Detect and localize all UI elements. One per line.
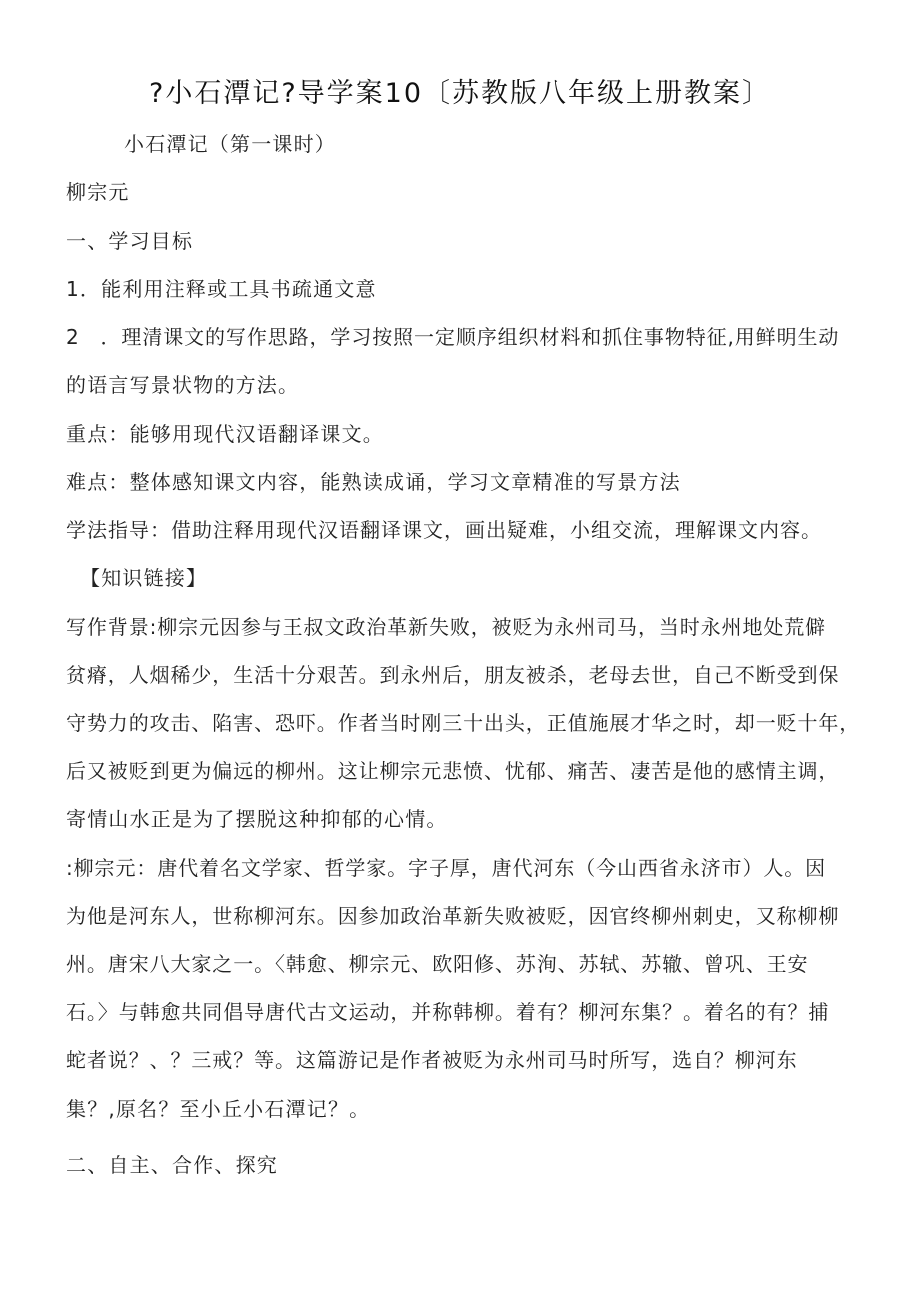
author-intro-line: 石。〉与韩愈共同倡导唐代古文运动，并称韩柳。着有？柳河东集？。着名的有？捕 xyxy=(66,1000,830,1024)
background-line: 后又被贬到更为偏远的柳州。这让柳宗元悲愤、忧郁、痛苦、凄苦是他的感情主调， xyxy=(66,759,840,783)
document-title: ?小石潭记?导学案10〔苏教版八年级上册教案〕 xyxy=(148,78,772,109)
background-line: 寄情山水正是为了摆脱这种抑郁的心情。 xyxy=(66,807,448,831)
knowledge-link-heading: 【知识链接】 xyxy=(80,566,208,590)
lesson-subtitle: 小石潭记（第一课时） xyxy=(124,132,336,156)
author-intro-line: 州。唐宋八大家之一。〈韩愈、柳宗元、欧阳修、苏洵、苏轼、苏辙、曾巩、王安 xyxy=(66,952,809,976)
difficulty-point: 难点：整体感知课文内容，能熟读成诵，学习文章精准的写景方法 xyxy=(66,470,681,494)
background-line: 贫瘠，人烟稀少，生活十分艰苦。到永州后，朋友被杀，老母去世，自己不断受到保 xyxy=(66,663,840,687)
author-name: 柳宗元 xyxy=(66,180,130,204)
author-intro-line: 集？,原名？至小丘小石潭记？。 xyxy=(66,1097,371,1121)
background-line: 守势力的攻击、陷害、恐吓。作者当时刚三十出头，正值施展才华之时，却一贬十年， xyxy=(66,711,861,735)
goal-item-2-line-2: 的语言写景状物的方法。 xyxy=(66,373,300,397)
author-intro-line: :柳宗元：唐代着名文学家、哲学家。字子厚，唐代河东（今山西省永济市）人。因 xyxy=(66,856,827,880)
study-method: 学法指导：借助注释用现代汉语翻译课文，画出疑难，小组交流，理解课文内容。 xyxy=(66,518,822,542)
author-intro-line: 为他是河东人，世称柳河东。因参加政治革新失败被贬，因官终柳州刺史，又称柳柳 xyxy=(66,904,840,928)
section-heading-explore: 二、自主、合作、探究 xyxy=(66,1153,278,1177)
goal-item-2-line-1: 2 ．理清课文的写作思路，学习按照一定顺序组织材料和抓住事物特征,用鲜明生动 xyxy=(66,325,840,349)
author-intro-line: 蛇者说？、？三戒？等。这篇游记是作者被贬为永州司马时所写，选自？柳河东 xyxy=(66,1048,798,1072)
goal-item-1: 1．能利用注释或工具书疏通文意 xyxy=(66,277,377,301)
background-line: 写作背景:柳宗元因参与王叔文政治革新失败，被贬为永州司马，当时永州地处荒僻 xyxy=(66,615,827,639)
key-point: 重点：能够用现代汉语翻译课文。 xyxy=(66,422,384,446)
section-heading-goals: 一、学习目标 xyxy=(66,229,194,253)
